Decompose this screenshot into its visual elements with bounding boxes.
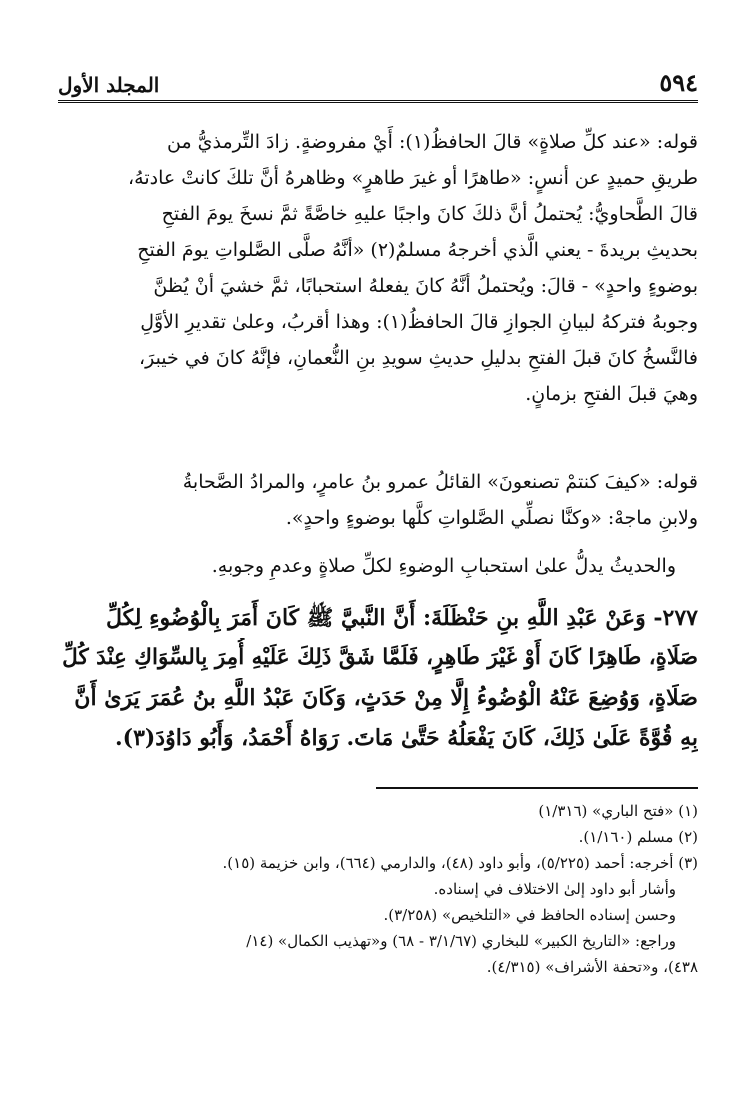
hadith-line: صَلَاةٍ، طَاهِرًا كَانَ أَوْ غَيْرَ طَاهِرٍ، فَلَمَّا شَقَّ ذَلِكَ عَلَيْهِ أُمِرَ بِالسِّوَاكِ عِنْدَ كُلِّ bbox=[62, 645, 698, 670]
text-line: ولابنِ ماجهْ: «وكنَّا نصلِّي الصَّلواتِ كلَّها بوضوءٍ واحدٍ». bbox=[285, 507, 698, 529]
commentary-paragraph-2 bbox=[58, 464, 698, 536]
hadith-line: صَلَاةٍ، وَوُضِعَ عَنْهُ الْوُضُوءُ إِلَّا مِنْ حَدَثٍ، وَكَانَ عَبْدُ اللَّهِ بنُ عُمَرَ يَرَىٰ أَنَّ bbox=[74, 685, 698, 711]
footnote: (٣) أخرجه: أحمد (٥/٢٢٥)، وأبو داود (٤٨)، والدارمي (٦٦٤)، وابن خزيمة (١٥). bbox=[222, 854, 698, 872]
commentary-paragraph-1 bbox=[58, 124, 698, 412]
page-number: ٥٩٤ bbox=[659, 68, 698, 97]
volume-title: المجلد الأول bbox=[58, 73, 160, 97]
text-line: قوله: «عند كلِّ صلاةٍ» قالَ الحافظُ(١): أَيْ مفروضةٍ. زادَ التِّرمذيُّ من bbox=[166, 131, 698, 153]
footnote-continuation: ٤٣٨)، و«تحفة الأشراف» (٤/٣١٥). bbox=[486, 958, 698, 976]
text-line: والحديثُ يدلُّ علىٰ استحبابِ الوضوءِ لكلِّ صلاةٍ وعدمِ وجوبهِ. bbox=[211, 555, 676, 577]
hadith-277 bbox=[58, 598, 698, 758]
text-line: بحديثِ بريدةَ - يعني الَّذي أخرجهُ مسلمٌ(٢) «أنَّهُ صلَّى الصَّلواتِ يومَ الفتحِ bbox=[137, 239, 698, 261]
footnote-separator bbox=[376, 787, 698, 789]
footnote-continuation: وأشار أبو داود إلىٰ الاختلاف في إسناده. bbox=[433, 880, 676, 898]
text-line: بوضوءٍ واحدٍ» - قالَ: ويُحتملُ أنَّهُ كانَ يفعلهُ استحبابًا، ثمَّ خشيَ أنْ يُظنَّ bbox=[153, 275, 698, 297]
text-line: طريقِ حميدٍ عن أنسٍ: «طاهرًا أو غيرَ طاهرٍ» وظاهرهُ أنَّ تلكَ كانتْ عادتهُ، bbox=[128, 167, 698, 189]
text-line: وهيَ قبلَ الفتحِ بزمانٍ. bbox=[525, 383, 698, 405]
hadith-line: بِهِ قُوَّةً عَلَىٰ ذَلِكَ، كَانَ يَفْعَلُهُ حَتَّىٰ مَاتَ. رَوَاهُ أَحْمَدُ، وَأَبُو دَاوُدَ(٣). bbox=[114, 725, 698, 751]
text-line: فالنَّسخُ كانَ قبلَ الفتحِ بدليلِ حديثِ سويدِ بنِ النُّعمانِ، فإنَّهُ كانَ في خيبرَ، bbox=[138, 347, 698, 369]
commentary-paragraph-3 bbox=[58, 548, 698, 584]
footnote: (٢) مسلم (١/١٦٠). bbox=[578, 828, 698, 846]
text-line: وجوبهُ فتركهُ لبيانِ الجوازِ قالَ الحافظُ(١): وهذا أقربُ، وعلىٰ تقديرِ الأوَّلِ bbox=[140, 311, 698, 333]
footnote: (١) «فتح الباري» (١/٣١٦) bbox=[538, 802, 698, 820]
text-line: قوله: «كيفَ كنتمْ تصنعونَ» القائلُ عمرو بنُ عامرٍ، والمرادُ الصَّحابةُ bbox=[182, 471, 698, 493]
footnote-continuation: وراجع: «التاريخ الكبير» للبخاري (٣/١/٦٧ - ٦٨) و«تهذيب الكمال» (١٤/ bbox=[246, 932, 676, 950]
hadith-line: ٢٧٧- وَعَنْ عَبْدِ اللَّهِ بنِ حَنْظَلَةَ: أَنَّ النَّبيَّ ﷺ كَانَ أَمَرَ بِالْوُضُوءِ لِكُلِّ bbox=[106, 605, 698, 631]
text-line: قالَ الطَّحاويُّ: يُحتملُ أنَّ ذلكَ كانَ واجبًا عليهِ خاصَّةً ثمَّ نسخَ يومَ الفتحِ bbox=[161, 203, 698, 225]
page-header bbox=[58, 68, 698, 103]
footnote-continuation: وحسن إسناده الحافظ في «التلخيص» (٣/٢٥٨). bbox=[383, 906, 676, 924]
footnotes bbox=[58, 798, 698, 980]
